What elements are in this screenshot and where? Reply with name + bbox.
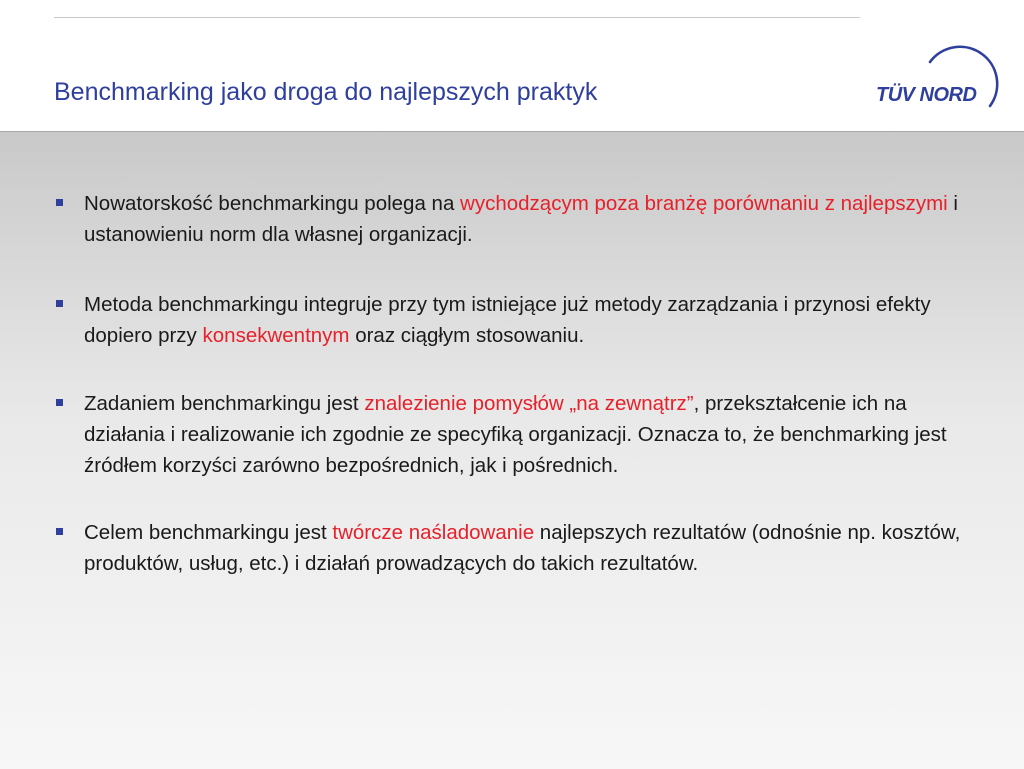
- svg-text:TÜV NORD: TÜV NORD: [876, 84, 977, 106]
- bullet-item: [54, 188, 984, 250]
- square-bullet-icon: [56, 399, 63, 406]
- bullet-highlight: konsekwentnym: [202, 324, 350, 347]
- bullet-text: Nowatorskość benchmarkingu polega na: [84, 192, 461, 215]
- top-divider: [54, 17, 860, 18]
- bullet-highlight: twórcze naśladowanie: [332, 521, 535, 544]
- bullet-text: i ustanowieniu norm dla własnej organizacji.: [84, 192, 958, 246]
- bullet-item: [54, 517, 984, 579]
- square-bullet-icon: [56, 199, 63, 206]
- bullet-text: Celem benchmarkingu jest: [84, 521, 333, 544]
- bullet-item: [54, 388, 984, 481]
- square-bullet-icon: [56, 528, 63, 535]
- bullet-highlight: znalezienie pomysłów „na zewnątrz”: [364, 392, 694, 415]
- bullet-highlight: wychodzącym poza branżę porównaniu z najlepszymi: [460, 192, 948, 215]
- bullet-text: , przekształcenie ich na działania i realizowanie ich zgodnie ze specyfiką organizacji. Oznacza to, że benchmarking jest źródłem korzyści zarówno bezpośrednich, jak i pośrednich.: [84, 392, 947, 477]
- bullet-text: najlepszych rezultatów (odnośnie np. kosztów, produktów, usług, etc.) i działań prowadzących do takich rezultatów.: [84, 521, 961, 575]
- bullet-text: oraz ciągłym stosowaniu.: [349, 324, 585, 347]
- square-bullet-icon: [56, 300, 63, 307]
- bullet-text: Metoda benchmarkingu integruje przy tym istniejące już metody zarządzania i przynosi efekty dopiero przy: [84, 293, 931, 347]
- slide-body: [0, 131, 1024, 769]
- bullet-item: [54, 289, 984, 351]
- page-title: Benchmarking jako droga do najlepszych praktyk: [54, 78, 598, 106]
- logo-icon: [872, 44, 1004, 124]
- tuv-nord-logo: [872, 44, 1004, 124]
- bullet-text: Zadaniem benchmarkingu jest: [84, 392, 365, 415]
- bullet-list: [54, 188, 984, 579]
